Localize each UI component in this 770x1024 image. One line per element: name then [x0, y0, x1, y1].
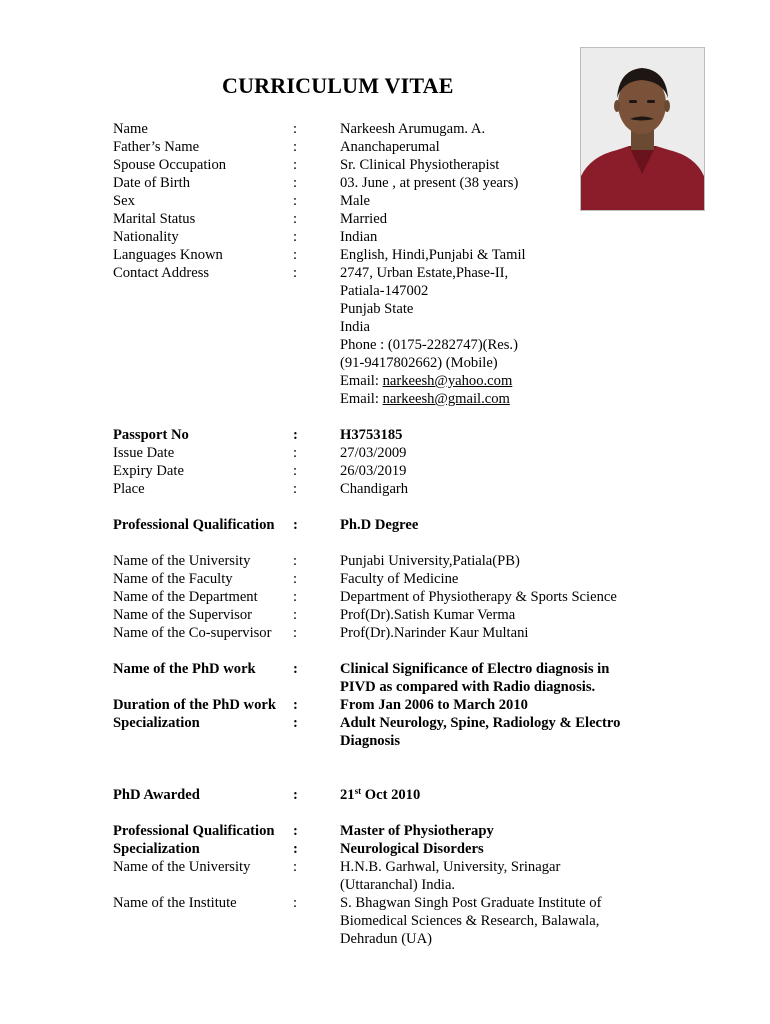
field-row-father-s-name — [0, 138, 770, 156]
field-value: (91-9417802662) (Mobile) — [340, 355, 498, 371]
field-value: Ph.D Degree — [340, 517, 419, 533]
field-row-sex — [0, 192, 770, 210]
field-separator: : — [293, 823, 298, 839]
field-separator: : — [293, 211, 298, 227]
field-label: Languages Known — [113, 247, 223, 263]
cv-details — [0, 120, 770, 948]
field-separator: : — [293, 661, 298, 677]
field-separator: : — [293, 121, 298, 137]
field-separator: : — [293, 193, 298, 209]
field-value: H.N.B. Garhwal, University, Srinagar — [340, 859, 561, 875]
field-label: Name of the Department — [113, 589, 258, 605]
page-title: CURRICULUM VITAE — [222, 73, 454, 98]
field-separator: : — [293, 517, 298, 533]
field-row-contact-address — [0, 300, 770, 318]
field-value: 27/03/2009 — [340, 445, 407, 461]
field-value: Sr. Clinical Physiotherapist — [340, 157, 500, 173]
field-row-spouse-occupation — [0, 156, 770, 174]
field-label: Passport No — [113, 427, 189, 443]
field-row-name-of-the-institute — [0, 930, 770, 948]
field-value: Adult Neurology, Spine, Radiology & Electro — [340, 715, 621, 731]
field-value: Department of Physiotherapy & Sports Science — [340, 589, 617, 605]
field-row-name-of-the-institute — [0, 912, 770, 930]
field-value: Phone : (0175-2282747)(Res.) — [340, 337, 518, 353]
field-label: Name — [113, 121, 148, 137]
field-value: Punjab State — [340, 301, 414, 317]
field-row-professional-qualification — [0, 822, 770, 840]
field-separator: : — [293, 445, 298, 461]
cv-section — [0, 120, 770, 408]
field-separator: : — [293, 229, 298, 245]
field-value: Ananchaperumal — [340, 139, 440, 155]
field-value: Prof(Dr).Narinder Kaur Multani — [340, 625, 529, 641]
field-value: Dehradun (UA) — [340, 931, 432, 947]
field-row-date-of-birth — [0, 174, 770, 192]
field-row-name-of-the-co-supervisor — [0, 624, 770, 642]
date-rest: Oct 2010 — [361, 787, 421, 803]
field-value — [340, 786, 420, 804]
field-row-specialization — [0, 732, 770, 750]
field-label: Date of Birth — [113, 175, 191, 191]
field-label: Marital Status — [113, 211, 196, 227]
field-label: Place — [113, 481, 145, 497]
cv-section — [0, 660, 770, 750]
field-row-expiry-date — [0, 462, 770, 480]
field-row-duration-of-the-phd-work — [0, 696, 770, 714]
field-row-name-of-the-department — [0, 588, 770, 606]
field-label: Duration of the PhD work — [113, 697, 276, 713]
field-separator: : — [293, 481, 298, 497]
field-row-nationality — [0, 228, 770, 246]
email-label: Email: — [340, 373, 383, 389]
field-row-professional-qualification — [0, 516, 770, 534]
field-label: Issue Date — [113, 445, 175, 461]
field-row-languages-known — [0, 246, 770, 264]
field-label: Name of the PhD work — [113, 661, 256, 677]
cv-section — [0, 552, 770, 642]
field-row-place — [0, 480, 770, 498]
field-value: 03. June , at present (38 years) — [340, 175, 519, 191]
field-value: Master of Physiotherapy — [340, 823, 494, 839]
field-label: Nationality — [113, 229, 179, 245]
field-value: Clinical Significance of Electro diagnosis in — [340, 661, 610, 677]
field-separator: : — [293, 157, 298, 173]
field-row-phd-awarded — [0, 786, 770, 804]
field-label: PhD Awarded — [113, 787, 200, 803]
email-label: Email: — [340, 391, 383, 407]
field-separator: : — [293, 787, 298, 803]
field-row-name-of-the-university — [0, 552, 770, 570]
field-separator: : — [293, 589, 298, 605]
field-separator: : — [293, 175, 298, 191]
field-row-contact-address — [0, 318, 770, 336]
field-label: Professional Qualification — [113, 517, 275, 533]
field-row-name-of-the-university — [0, 858, 770, 876]
field-value: Male — [340, 193, 370, 209]
field-separator: : — [293, 571, 298, 587]
field-separator: : — [293, 607, 298, 623]
field-label: Specialization — [113, 841, 200, 857]
field-label: Expiry Date — [113, 463, 184, 479]
field-separator: : — [293, 463, 298, 479]
field-separator: : — [293, 715, 298, 731]
field-row-name-of-the-university — [0, 876, 770, 894]
field-value: S. Bhagwan Singh Post Graduate Institute of — [340, 895, 602, 911]
field-separator: : — [293, 895, 298, 911]
field-separator: : — [293, 427, 298, 443]
field-separator: : — [293, 247, 298, 263]
field-label: Name of the Co-supervisor — [113, 625, 272, 641]
field-label: Spouse Occupation — [113, 157, 227, 173]
field-label: Professional Qualification — [113, 823, 275, 839]
field-label: Sex — [113, 193, 135, 209]
field-value: PIVD as compared with Radio diagnosis. — [340, 679, 596, 695]
field-separator: : — [293, 697, 298, 713]
field-label: Specialization — [113, 715, 200, 731]
field-separator: : — [293, 625, 298, 641]
field-value: 26/03/2019 — [340, 463, 407, 479]
cv-section — [0, 822, 770, 948]
field-value: English, Hindi,Punjabi & Tamil — [340, 247, 526, 263]
field-value: Faculty of Medicine — [340, 571, 459, 587]
field-value: Diagnosis — [340, 733, 401, 749]
date-day: 21 — [340, 787, 355, 803]
cv-section — [0, 786, 770, 804]
field-separator: : — [293, 841, 298, 857]
field-value: (Uttaranchal) India. — [340, 877, 456, 893]
field-value — [340, 390, 510, 408]
field-row-name-of-the-phd-work — [0, 660, 770, 678]
field-separator: : — [293, 139, 298, 155]
field-value: From Jan 2006 to March 2010 — [340, 697, 528, 713]
field-value: 2747, Urban Estate,Phase-II, — [340, 265, 509, 281]
field-row-name-of-the-faculty — [0, 570, 770, 588]
field-row-contact-address — [0, 336, 770, 354]
date-ordinal-suffix: st — [354, 786, 362, 796]
field-value: Neurological Disorders — [340, 841, 484, 857]
field-row-name — [0, 120, 770, 138]
field-row-specialization — [0, 714, 770, 732]
field-row-name-of-the-institute — [0, 894, 770, 912]
field-row-name-of-the-phd-work — [0, 678, 770, 696]
email-link[interactable]: narkeesh@yahoo.com — [382, 373, 513, 389]
field-label: Name of the Institute — [113, 895, 237, 911]
field-separator: : — [293, 553, 298, 569]
field-row-marital-status — [0, 210, 770, 228]
field-value: Narkeesh Arumugam. A. — [340, 121, 486, 137]
field-row-name-of-the-supervisor — [0, 606, 770, 624]
field-label: Father’s Name — [113, 139, 200, 155]
field-value: Biomedical Sciences & Research, Balawala, — [340, 913, 600, 929]
field-value: Punjabi University,Patiala(PB) — [340, 553, 520, 569]
field-label: Name of the Faculty — [113, 571, 233, 587]
field-value: Married — [340, 211, 388, 227]
email-link[interactable]: narkeesh@gmail.com — [382, 391, 510, 407]
field-row-contact-address — [0, 282, 770, 300]
field-separator: : — [293, 265, 298, 281]
field-label: Name of the Supervisor — [113, 607, 253, 623]
field-row-contact-address — [0, 372, 770, 390]
field-label: Name of the University — [113, 859, 251, 875]
field-row-specialization — [0, 840, 770, 858]
field-row-issue-date — [0, 444, 770, 462]
cv-section — [0, 516, 770, 534]
cv-section — [0, 426, 770, 498]
field-row-passport-no — [0, 426, 770, 444]
field-value: Patiala-147002 — [340, 283, 429, 299]
field-value: Chandigarh — [340, 481, 409, 497]
field-row-contact-address — [0, 264, 770, 282]
field-row-contact-address — [0, 354, 770, 372]
field-value: H3753185 — [340, 427, 403, 443]
field-label: Name of the University — [113, 553, 251, 569]
field-value — [340, 372, 512, 390]
field-separator: : — [293, 859, 298, 875]
field-value: India — [340, 319, 370, 335]
field-row-contact-address — [0, 390, 770, 408]
field-value: Indian — [340, 229, 378, 245]
field-label: Contact Address — [113, 265, 210, 281]
field-value: Prof(Dr).Satish Kumar Verma — [340, 607, 516, 623]
